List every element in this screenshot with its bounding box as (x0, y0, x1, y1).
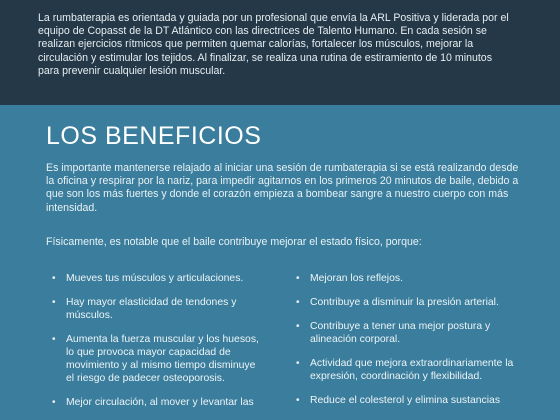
list-item (296, 296, 516, 309)
bullet-icon: • (52, 334, 56, 345)
section-title: LOS BENEFICIOS (46, 122, 262, 150)
list-item (296, 357, 516, 383)
bullet-icon: • (52, 397, 56, 408)
list-item-text: Actividad que mejora extraordinariamente la expresión, coordinación y flexibilidad. (310, 358, 514, 382)
benefits-lead-in: Físicamente, es notable que el baile contribuye mejorar el estado físico, porque: (46, 236, 422, 248)
benefits-list-right (296, 272, 516, 407)
list-item-text: Hay mayor elasticidad de tendones y músculos. (66, 297, 237, 321)
list-item-text: Mejor circulación, al mover y levantar las (66, 397, 254, 408)
list-item (52, 296, 262, 322)
list-item (52, 333, 262, 385)
bullet-icon: • (296, 395, 300, 406)
list-item (296, 272, 516, 285)
list-item-text: Mejoran los reflejos. (310, 273, 403, 284)
bullet-icon: • (296, 358, 300, 369)
list-item-text: Aumenta la fuerza muscular y los huesos, lo que provoca mayor capacidad de movimiento y al mismo tiempo disminuye el riesgo de padecer osteoporosis. (66, 334, 259, 384)
benefits-list-left (52, 272, 262, 409)
intro-box (0, 0, 560, 105)
list-item-text: Reduce el colesterol y elimina sustancias (310, 395, 501, 406)
bullet-icon: • (52, 273, 56, 284)
list-item-text: Mueves tus músculos y articulaciones. (66, 273, 244, 284)
list-item-text: Contribuye a tener una mejor postura y alineación corporal. (310, 321, 491, 345)
benefits-intro-paragraph: Es importante mantenerse relajado al iniciar una sesión de rumbaterapia si se está realizando desde la oficina y respirar por la nariz, para impedir agitarnos en los primeros 20 minutos de baile, debido a que son los más fuertes y donde el corazón empieza a bombear sangre a nuestro cuerpo con más intensidad. (46, 162, 519, 214)
bullet-icon: • (296, 297, 300, 308)
list-item (296, 394, 516, 407)
list-item (296, 320, 516, 346)
list-item (52, 272, 262, 285)
intro-box-text: La rumbaterapia es orientada y guiada por un profesional que envía la ARL Positiva y liderada por el equipo de Copasst de la DT Atlántico con las directrices de Talento Humano. En cada sesión se realizan ejercicios rítmicos que permiten quemar calorías, fortalecer los músculos, mejorar la circulación y estimular los tejidos. Al finalizar, se realiza una rutina de estiramiento de 10 minutos para prevenir cualquier lesión muscular. (38, 12, 509, 77)
bullet-icon: • (296, 321, 300, 332)
bullet-icon: • (296, 273, 300, 284)
list-item-text: Contribuye a disminuir la presión arterial. (310, 297, 499, 308)
list-item (52, 396, 262, 409)
bullet-icon: • (52, 297, 56, 308)
